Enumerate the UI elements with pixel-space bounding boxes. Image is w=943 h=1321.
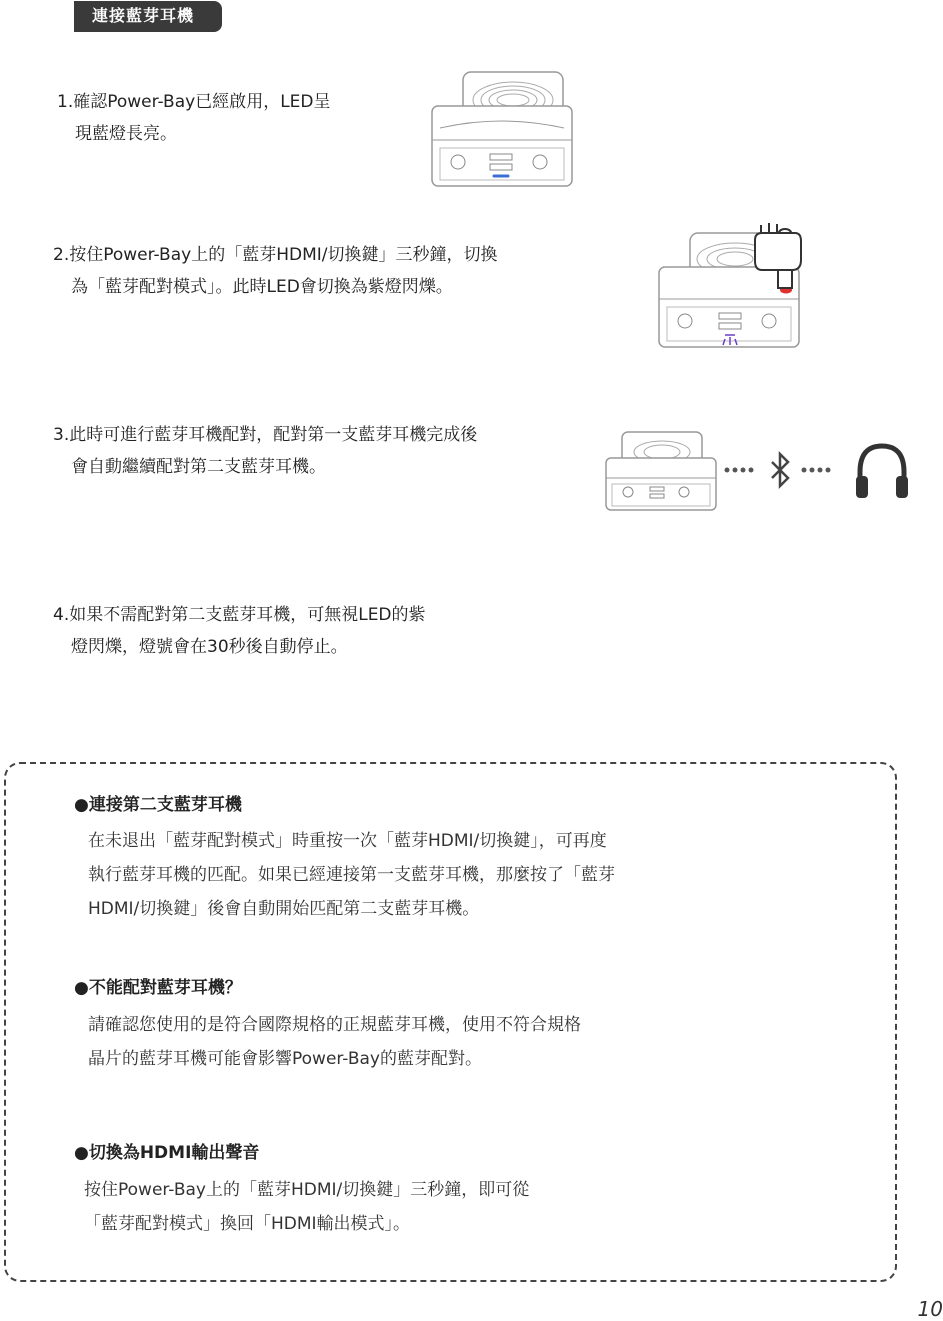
step-3-line1: 3.此時可進行藍芽耳機配對，配對第一支藍芽耳機完成後 (53, 425, 478, 445)
pairing-illustration (602, 428, 912, 518)
power-bay-device-blue (428, 70, 578, 190)
note-line: 按住Power-Bay上的「藍芽HDMI/切換鍵」三秒鐘，即可從 (84, 1180, 530, 1200)
step-1 (57, 86, 331, 150)
note-line: 晶片的藍芽耳機可能會影響Power-Bay的藍芽配對。 (88, 1049, 482, 1069)
headphones-icon (856, 446, 908, 498)
bluetooth-icon (772, 454, 788, 486)
note-line: HDMI/切換鍵」後會自動開始匹配第二支藍芽耳機。 (88, 899, 480, 919)
step-3 (53, 419, 477, 483)
note-body-second-headphone (88, 824, 728, 926)
step-4 (53, 599, 426, 663)
note-title-hdmi-output: ●切換為HDMI輸出聲音 (74, 1143, 260, 1163)
section-title-badge: 連接藍芽耳機 (74, 1, 222, 32)
step-1-line1: 1.確認Power-Bay已經啟用，LED呈 (57, 92, 331, 112)
step-2 (53, 239, 497, 303)
note-title-cannot-pair: ●不能配對藍芽耳機？ (74, 978, 242, 998)
note-title-second-headphone: ●連接第二支藍芽耳機 (74, 795, 242, 815)
page-number: 10 (917, 1297, 943, 1321)
note-line: 請確認您使用的是符合國際規格的正規藍芽耳機，使用不符合規格 (88, 1015, 581, 1035)
note-line: 執行藍芽耳機的匹配。如果已經連接第一支藍芽耳機，那麼按了「藍芽 (88, 865, 615, 885)
note-line: 在未退出「藍芽配對模式」時重按一次「藍芽HDMI/切換鍵」，可再度 (88, 831, 607, 851)
power-bay-device-pairing (655, 215, 805, 350)
step-2-line2: 為「藍芽配對模式」。此時LED會切換為紫燈閃爍。 (71, 277, 453, 297)
note-line: 「藍芽配對模式」換回「HDMI輸出模式」。 (84, 1214, 411, 1234)
note-body-hdmi-output (84, 1173, 724, 1241)
step-1-line2: 現藍燈長亮。 (75, 124, 177, 144)
step-4-line1: 4.如果不需配對第二支藍芽耳機，可無視LED的紫 (53, 605, 426, 625)
step-2-line1: 2.按住Power-Bay上的「藍芽HDMI/切換鍵」三秒鐘，切換 (53, 245, 498, 265)
note-body-cannot-pair (88, 1008, 728, 1076)
step-3-line2: 會自動繼續配對第二支藍芽耳機。 (71, 457, 326, 477)
step-4-line2: 燈閃爍，燈號會在30秒後自動停止。 (71, 637, 348, 657)
